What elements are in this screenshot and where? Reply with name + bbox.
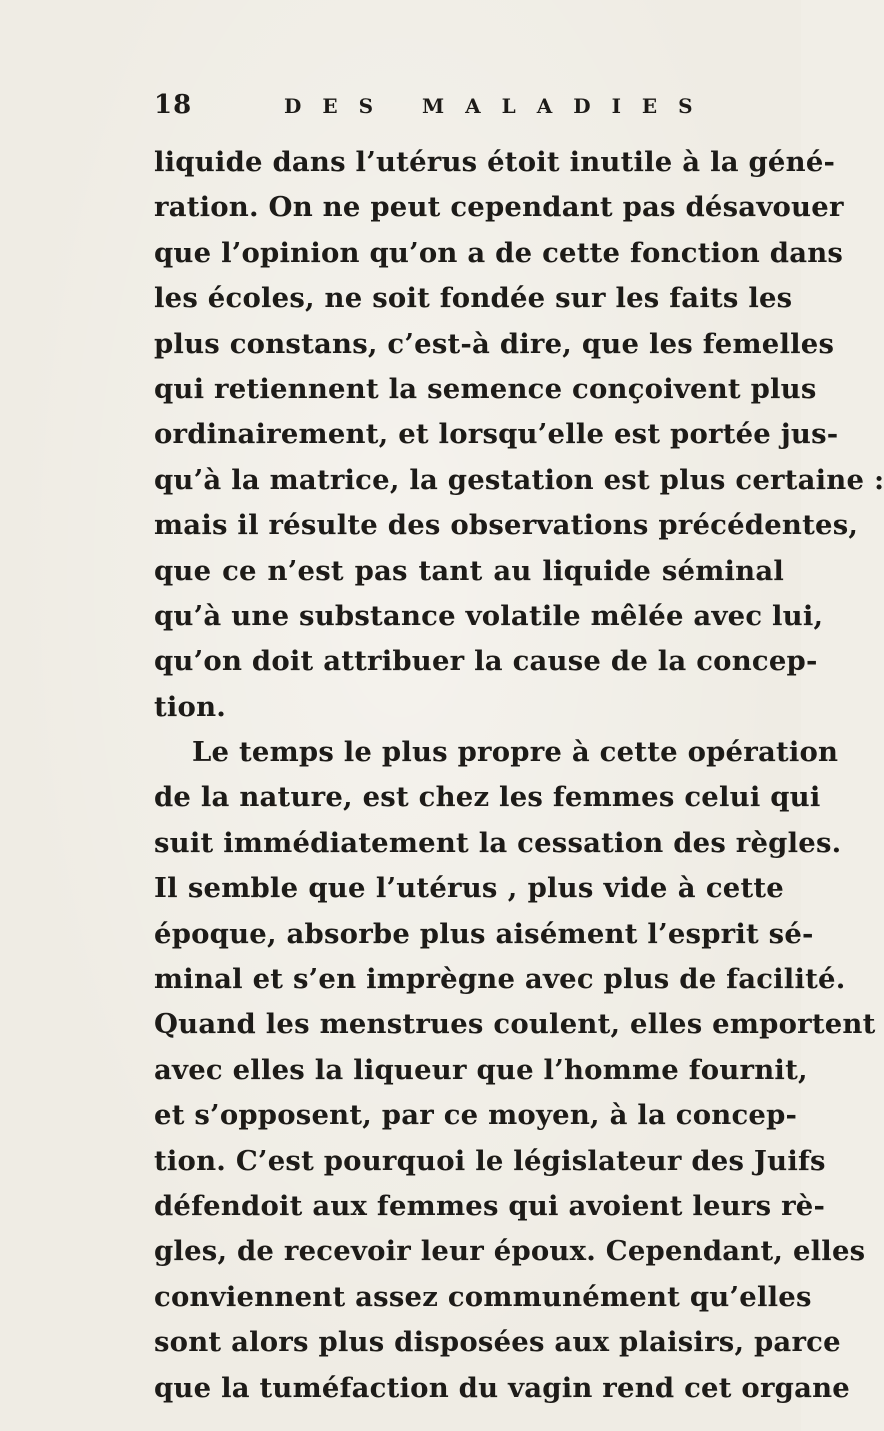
- text-line: mais il résulte des observations précédentes,: [154, 509, 859, 542]
- page-number: 18: [154, 90, 193, 120]
- text-line: et s’opposent, par ce moyen, à la concep-: [154, 1099, 798, 1132]
- text-line: défendoit aux femmes qui avoient leurs rè-: [154, 1189, 826, 1222]
- text-line: Il semble que l’utérus , plus vide à cette: [154, 872, 784, 905]
- page-header: [154, 90, 774, 130]
- text-line: époque, absorbe plus aisément l’esprit sé-: [154, 917, 814, 950]
- text-line: de la nature, est chez les femmes celui qui: [154, 781, 821, 814]
- text-line: ordinairement, et lorsqu’elle est portée jus-: [154, 418, 839, 451]
- text-line: tion.: [154, 690, 227, 723]
- text-line: qu’on doit attribuer la cause de la concep-: [154, 645, 818, 678]
- text-line: que la tuméfaction du vagin rend cet organe: [154, 1371, 850, 1404]
- text-line: ration. On ne peut cependant pas désavouer: [154, 191, 844, 224]
- text-line: sont alors plus disposées aux plaisirs, parce: [154, 1326, 841, 1359]
- text-line: les écoles, ne soit fondée sur les faits les: [154, 282, 793, 315]
- paragraph-1: [154, 140, 884, 730]
- text-line: Le temps le plus propre à cette opération: [192, 736, 839, 769]
- text-line: avec elles la liqueur que l’homme fournit,: [154, 1053, 808, 1086]
- text-line: que l’opinion qu’on a de cette fonction dans: [154, 236, 844, 269]
- text-line: minal et s’en imprègne avec plus de facilité.: [154, 963, 846, 996]
- body-text: [154, 140, 884, 1411]
- text-line: conviennent assez communément qu’elles: [154, 1280, 812, 1313]
- text-line: suit immédiatement la cessation des règles.: [154, 826, 842, 859]
- text-line: que ce n’est pas tant au liquide séminal: [154, 554, 784, 587]
- text-line: qui retiennent la semence conçoivent plus: [154, 372, 817, 405]
- text-line: liquide dans l’utérus étoit inutile à la géné-: [154, 146, 836, 178]
- running-title: DES MALADIES: [284, 94, 714, 118]
- paragraph-2: [154, 730, 876, 1411]
- text-line: qu’à une substance volatile mêlée avec lui,: [154, 599, 824, 632]
- text-line: Quand les menstrues coulent, elles emportent: [154, 1008, 876, 1041]
- text-line: gles, de recevoir leur époux. Cependant, elles: [154, 1235, 866, 1268]
- text-line: plus constans, c’est-à dire, que les femelles: [154, 327, 835, 360]
- text-line: qu’à la matrice, la gestation est plus certaine :: [154, 463, 884, 496]
- text-line: tion. C’est pourquoi le législateur des Juifs: [154, 1144, 826, 1177]
